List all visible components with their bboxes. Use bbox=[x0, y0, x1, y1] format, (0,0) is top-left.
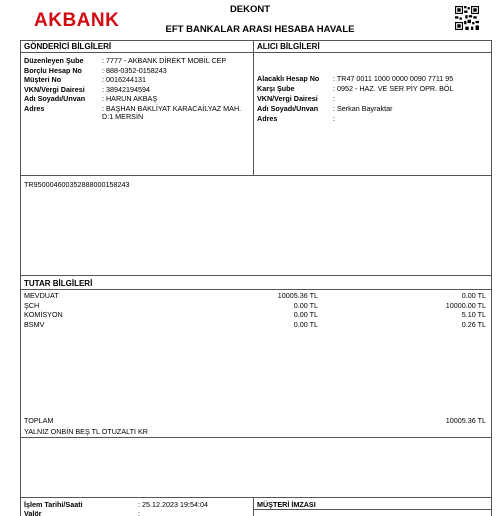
valor-label: Valör bbox=[24, 509, 42, 516]
footer-divider bbox=[253, 497, 254, 516]
customer-signature-label: MÜŞTERİ İMZASI bbox=[257, 500, 316, 509]
sender-section-title: GÖNDERİCİ BİLGİLERİ bbox=[24, 42, 112, 51]
words-bottom-line bbox=[20, 437, 492, 438]
amounts-top-line bbox=[20, 275, 492, 276]
amount-row-komisyon: KOMİSYON 0.00 TL 5.10 TL bbox=[24, 310, 486, 319]
sender-field-customer-no: Müşteri No : 0016244131 bbox=[24, 75, 146, 84]
valor-value: : bbox=[138, 509, 140, 516]
datetime-value: : 25.12.2023 19:54:04 bbox=[138, 500, 208, 509]
amount-in-words: YALNIZ ONBİN BEŞ TL OTUZALTI KR bbox=[24, 427, 148, 436]
qr-code-icon bbox=[455, 6, 479, 30]
sender-field-name: Adı Soyadı/Unvan : HARUN AKBAŞ bbox=[24, 94, 158, 103]
sender-address-line2: D:1 MERSİN bbox=[102, 112, 144, 121]
amount-total-row: TOPLAM 10005.36 TL bbox=[24, 416, 486, 425]
receiver-section-title: ALICI BİLGİLERİ bbox=[257, 42, 320, 51]
receiver-field-branch: Karşı Şube : 0952 - HAZ. VE SER PİY OPR. BÖL bbox=[257, 84, 454, 93]
receiver-field-tax-id: VKN/Vergi Dairesi : bbox=[257, 94, 335, 103]
parties-bottom-line bbox=[20, 175, 492, 176]
amount-row-bsmv: BSMV 0.00 TL 0.26 TL bbox=[24, 319, 486, 329]
sender-field-account: Borçlu Hesap No : 888-0352-0158243 bbox=[24, 65, 167, 75]
header-divider bbox=[20, 52, 492, 53]
receiver-field-account: Alacaklı Hesap No : TR47 0011 1000 0000 0090 7711 95 bbox=[257, 74, 454, 83]
receiver-field-address: Adres : bbox=[257, 114, 335, 123]
amounts-header-line bbox=[20, 289, 492, 290]
transaction-description: TR950004600352888000158243 bbox=[24, 180, 130, 189]
footer-top-line bbox=[20, 497, 492, 498]
amounts-section-title: TUTAR BİLGİLERİ bbox=[24, 279, 93, 288]
document-subtitle: EFT BANKALAR ARASI HESABA HAVALE bbox=[165, 24, 355, 35]
akbank-logo: AKBANK bbox=[34, 10, 120, 31]
receiver-field-name: Adı Soyadı/Unvan : Serkan Bayraktar bbox=[257, 104, 393, 113]
amount-row-sch: ŞCH 0.00 TL 10000.00 TL bbox=[24, 300, 486, 310]
document-title: DEKONT bbox=[229, 4, 271, 15]
sender-field-branch: Düzenleyen Şube : 7777 - AKBANK DİREKT MOBİL CEP bbox=[24, 56, 227, 65]
amount-row-mevduat: MEVDUAT 10005.36 TL 0.00 TL bbox=[24, 291, 486, 300]
signature-line bbox=[253, 509, 492, 510]
sender-field-address: Adres : BAŞHAN BAKLİYAT KARACAİLYAZ MAH. bbox=[24, 103, 242, 113]
sender-field-tax-id: VKN/Vergi Dairesi : 38942194594 bbox=[24, 84, 150, 94]
parties-divider bbox=[253, 40, 254, 176]
datetime-label: İşlem Tarihi/Saati bbox=[24, 500, 83, 509]
